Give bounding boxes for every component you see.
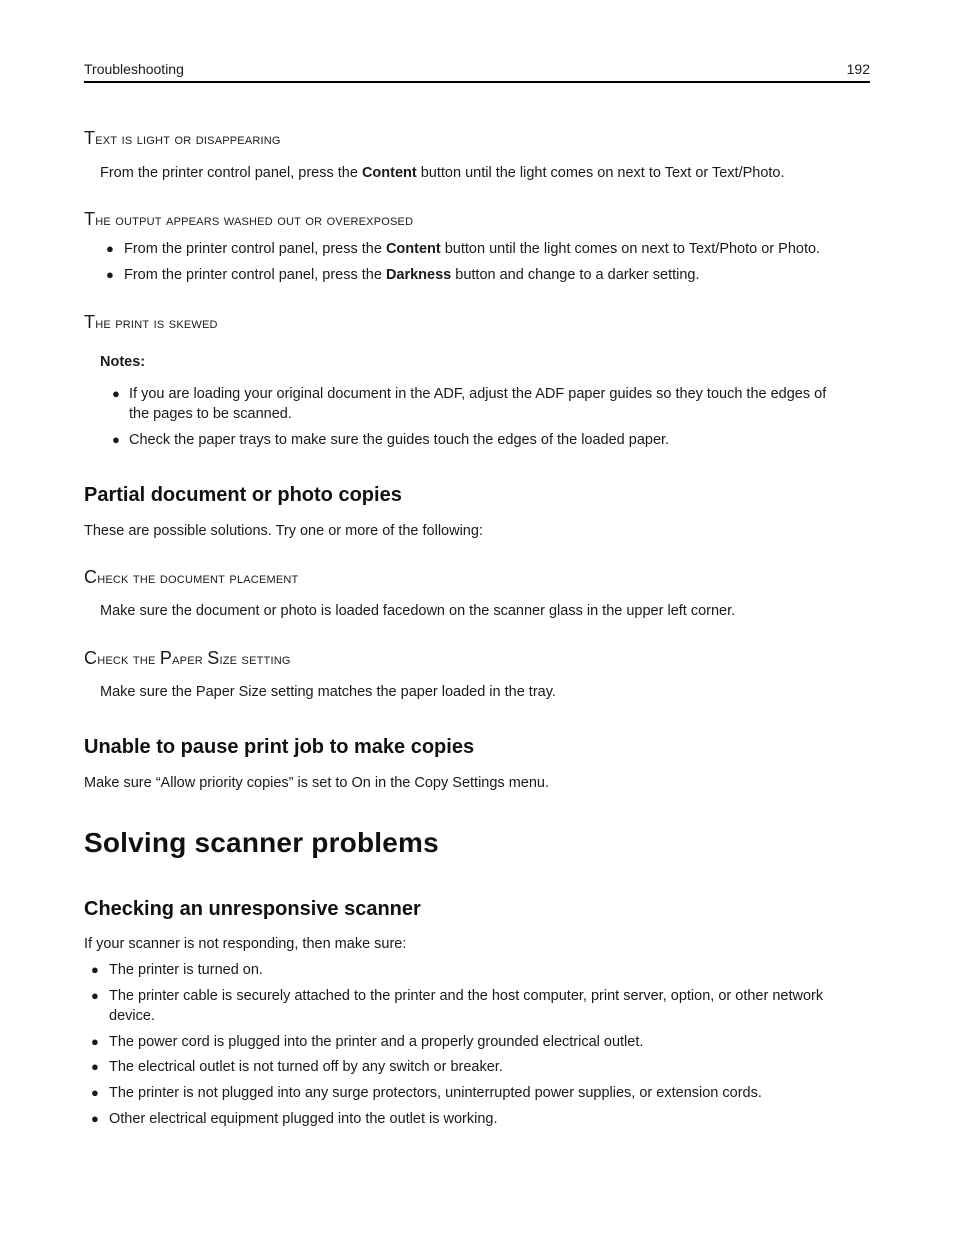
list-item: The electrical outlet is not turned off by any switch or breaker.: [109, 1059, 503, 1075]
paragraph-paper-size: Make sure the Paper Size setting matches the paper loaded in the tray.: [100, 684, 556, 700]
paragraph-unresponsive-intro: If your scanner is not responding, then make sure:: [84, 936, 407, 952]
bullet-icon: ●: [91, 1059, 99, 1074]
bullet-icon: ●: [91, 962, 99, 977]
bullet-icon: ●: [91, 1085, 99, 1100]
bullet-icon: ●: [112, 386, 120, 401]
heading-partial-copies: Partial document or photo copies: [84, 484, 402, 506]
paragraph-unable-pause: Make sure “Allow priority copies” is set to On in the Copy Settings menu.: [84, 775, 549, 791]
list-item: From the printer control panel, press the Content button until the light comes on next to Text/Photo or Photo.: [124, 241, 821, 257]
paragraph-text-light: From the printer control panel, press the Content button until the light comes on next to Text or Text/Photo.: [100, 165, 785, 181]
list-item: Other electrical equipment plugged into the outlet is working.: [109, 1111, 498, 1127]
list-item: From the printer control panel, press the Darkness button and change to a darker setting.: [124, 267, 700, 283]
paragraph-partial-intro: These are possible solutions. Try one or more of the following:: [84, 523, 483, 539]
bullet-icon: ●: [106, 241, 114, 256]
header-page-number: 192: [846, 61, 870, 77]
list-item: The printer is turned on.: [109, 962, 263, 978]
bullet-icon: ●: [91, 1111, 99, 1126]
paragraph-document-placement: Make sure the document or photo is loaded facedown on the scanner glass in the upper left corner.: [100, 603, 736, 619]
note-item-line1: If you are loading your original document in the ADF, adjust the ADF paper guides so they touch the edges of: [129, 386, 827, 402]
page-title-scanner-problems: Solving scanner problems: [84, 827, 439, 858]
note-item-line2: the pages to be scanned.: [129, 406, 292, 422]
bullet-icon: ●: [91, 1034, 99, 1049]
bullet-icon: ●: [106, 267, 114, 282]
bullet-icon: ●: [112, 432, 120, 447]
heading-unresponsive-scanner: Checking an unresponsive scanner: [84, 898, 421, 920]
header-rule: [84, 81, 870, 83]
heading-unable-pause: Unable to pause print job to make copies: [84, 736, 475, 758]
list-item: The printer is not plugged into any surge protectors, uninterrupted power supplies, or extension cords.: [109, 1085, 762, 1101]
note-item: Check the paper trays to make sure the guides touch the edges of the loaded paper.: [129, 432, 670, 448]
heading-document-placement: Check the document placement: [84, 567, 299, 587]
heading-text-light: Text is light or disappearing: [84, 128, 281, 148]
bullet-icon: ●: [91, 988, 99, 1003]
heading-washed-out: The output appears washed out or overexposed: [84, 209, 414, 229]
list-item: The printer cable is securely attached to the printer and the host computer, print server, option, or other network: [109, 988, 824, 1004]
list-item: The power cord is plugged into the printer and a properly grounded electrical outlet.: [109, 1034, 644, 1050]
header-section-title: Troubleshooting: [84, 61, 184, 77]
list-item-continued: device.: [109, 1008, 155, 1024]
heading-print-skewed: The print is skewed: [84, 312, 218, 332]
notes-label: Notes:: [100, 354, 146, 370]
heading-paper-size: Check the Paper Size setting: [84, 648, 291, 668]
